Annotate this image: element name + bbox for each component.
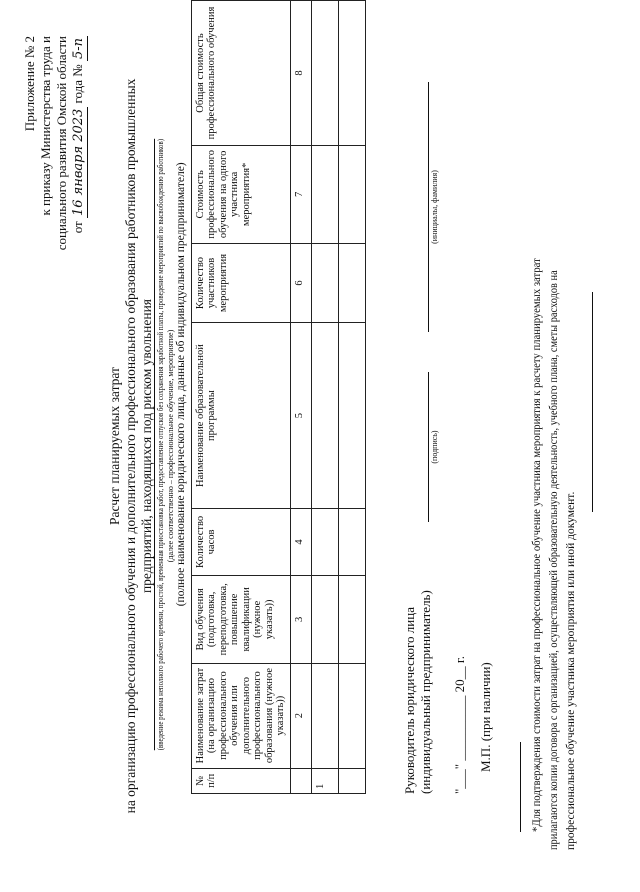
col-number: 6: [290, 243, 311, 323]
table-cell[interactable]: [311, 576, 338, 663]
order-ref-line2: социального развития Омской области: [54, 36, 69, 251]
col-number: 7: [290, 146, 311, 244]
doc-title: Расчет планируемых затрат: [107, 367, 122, 525]
date-day: "___": [452, 763, 467, 794]
footnote-line1: *Для подтверждения стоимости затрат на профессиональное обучение участника мероприятия к расчету планируемых затрат: [531, 258, 543, 832]
head-title-line2: (индивидуальный предприниматель): [418, 590, 433, 794]
order-date-line: [70, 36, 88, 233]
col-number: 2: [290, 663, 311, 768]
modes-note: (введение режима неполного рабочего времени, простой, временная приостановка работ, предоставление отпусков без сохранения заработной платы, проведение мероприятий по высвобождению работников): [156, 139, 165, 751]
order-date-handwritten: 16 января 2023: [71, 108, 86, 217]
table-cell[interactable]: [338, 768, 365, 793]
table-cell[interactable]: [338, 508, 365, 575]
col-header-training-type: Вид обучения (подготовка, переподготовка, повышение квалификации (нужное указать)): [191, 576, 290, 663]
name-line[interactable]: [428, 82, 429, 332]
head-title-line1: Руководитель юридического лица: [402, 607, 417, 794]
name-caption: (инициалы, фамилия): [430, 170, 439, 244]
table-cell[interactable]: [311, 323, 338, 508]
doc-subtitle-line2: предприятий, находящихся под риском увольнения: [139, 298, 154, 594]
table-cell[interactable]: [338, 146, 365, 244]
table-cell[interactable]: [311, 1, 338, 146]
col-number: 5: [290, 323, 311, 508]
year-label: года №: [70, 64, 85, 104]
footnote-line3: профессиональное обучение участника мероприятия или иной документ.: [565, 491, 577, 850]
org-name-caption: (полное наименование юридического лица, данные об индивидуальном предпринимателе): [176, 1, 191, 769]
col-header-cost-name: Наименование затрат (на организацию профессионального обучения или дополнительного профессионального образования (нужное указать)): [191, 663, 290, 768]
doc-subtitle-line1: на организацию профессионального обучения и дополнительного профессионального образования работников промышленных: [123, 78, 138, 814]
abbrev-note: (далее соответственно – профессиональное обучение, мероприятие): [166, 329, 175, 563]
table-cell[interactable]: [311, 146, 338, 244]
bottom-rule: [592, 292, 593, 512]
column-number-row: [290, 1, 311, 794]
footnote-separator: [520, 742, 521, 832]
appendix-number: Приложение № 2: [22, 36, 37, 132]
row-number: 1: [311, 768, 338, 793]
signature-line[interactable]: [428, 372, 429, 522]
col-number: 8: [290, 1, 311, 146]
col-header-program-name: Наименование образовательной программы: [191, 323, 290, 508]
table-cell[interactable]: [311, 663, 338, 768]
col-number: 3: [290, 576, 311, 663]
table-row: [311, 1, 338, 794]
table-cell[interactable]: [338, 1, 365, 146]
order-number-handwritten: 5-п: [71, 38, 86, 60]
table-header-row: [191, 1, 290, 794]
footnote-line2: прилагаются копии договора с организацией, осуществляющей образовательную деятельность, учебного плана, сметы расходов на: [548, 270, 560, 850]
col-number: 4: [290, 508, 311, 575]
signature-caption: (подпись): [430, 430, 439, 464]
stamp-label: М.П. (при наличии): [478, 662, 493, 772]
from-label: от: [70, 221, 85, 234]
col-header-total-cost: Общая стоимость профессионального обучения: [191, 1, 290, 146]
col-header-cost-per-participant: Стоимость профессионального обучения на одного участника мероприятия*: [191, 146, 290, 244]
col-header-participants: Количество участников мероприятия: [191, 243, 290, 323]
date-line: [452, 656, 468, 794]
table-cell[interactable]: [311, 508, 338, 575]
date-month-year: __________ 20: [452, 679, 467, 761]
col-number: [290, 768, 311, 793]
col-header-hours: Количество часов: [191, 508, 290, 575]
table-cell[interactable]: [338, 323, 365, 508]
col-header-no: № п/п: [191, 768, 290, 793]
cost-table: [176, 0, 366, 794]
table-cell[interactable]: [338, 576, 365, 663]
table-cell[interactable]: [311, 243, 338, 323]
table-cell[interactable]: [338, 663, 365, 768]
table-row: [338, 1, 365, 794]
date-suffix: __ г.: [452, 656, 467, 680]
table-cell[interactable]: [338, 243, 365, 323]
order-ref-line1: к приказу Министерства труда и: [38, 36, 53, 216]
